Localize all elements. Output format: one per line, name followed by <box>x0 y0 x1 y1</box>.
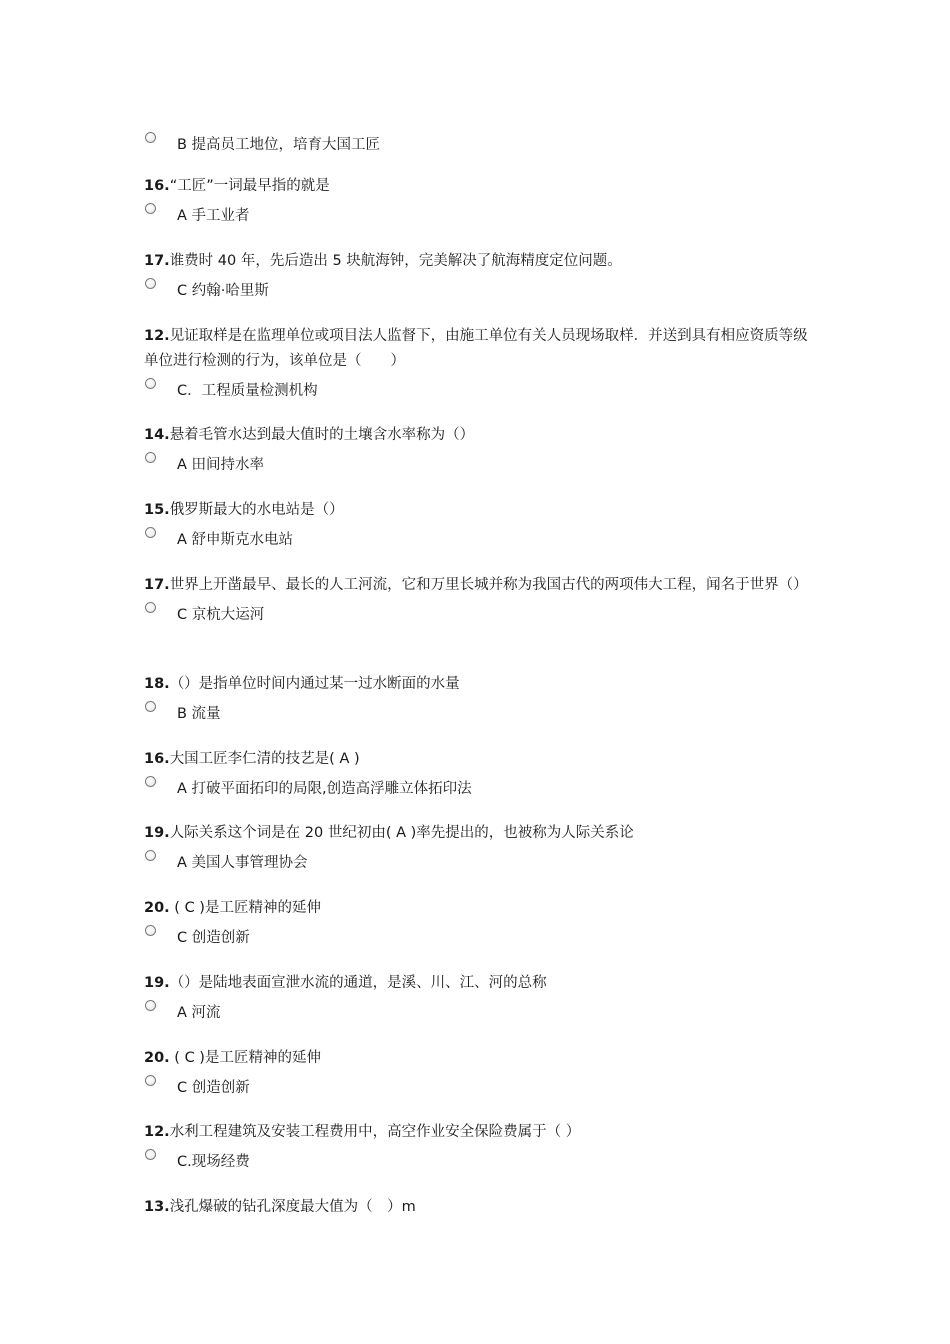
question-stem: 浅孔爆破的钻孔深度最大值为（ ）m <box>169 1199 416 1215</box>
question-text <box>144 896 814 921</box>
question-stem: （）是陆地表面宣泄水流的通道，是溪、川、江、河的总称 <box>169 975 547 991</box>
question-text <box>144 672 814 697</box>
radio-button-icon[interactable] <box>145 132 156 143</box>
question-text <box>144 498 814 523</box>
question-stem: 世界上开凿最早、最长的人工河流，它和万里长城并称为我国古代的两项伟大工程，闻名于世界（） <box>169 577 808 593</box>
question-stem: （）是指单位时间内通过某一过水断面的水量 <box>169 676 460 692</box>
question-stem: 见证取样是在监理单位或项目法人监督下，由施工单位有关人员现场取样．并送到具有相应资质等级单位进行检测的行为，该单位是（ ） <box>144 328 808 369</box>
question-block <box>144 174 814 225</box>
question-text <box>144 249 814 274</box>
radio-button-icon[interactable] <box>145 1000 156 1011</box>
question-stem: “工匠”一词最早指的就是 <box>169 178 330 194</box>
question-stem: 谁费时 40 年，先后造出 5 块航海钟，完美解决了航海精度定位问题。 <box>169 253 622 269</box>
option-text: A 美国人事管理协会 <box>177 855 308 871</box>
question-number: 20. <box>144 1050 170 1066</box>
question-block <box>144 423 814 474</box>
option-text: A 河流 <box>177 1005 221 1021</box>
answer-option[interactable] <box>144 701 814 723</box>
question-stem: ( C )是工匠精神的延伸 <box>169 1050 321 1066</box>
question-block <box>144 573 814 624</box>
question-number: 19. <box>144 825 170 841</box>
radio-button-icon[interactable] <box>145 203 156 214</box>
question-text <box>144 324 814 374</box>
radio-button-icon[interactable] <box>145 527 156 538</box>
radio-button-icon[interactable] <box>145 452 156 463</box>
question-number: 16. <box>144 751 170 767</box>
option-text: C 京杭大运河 <box>177 607 265 623</box>
question-block <box>144 1120 814 1171</box>
question-text <box>144 1046 814 1071</box>
question-block <box>144 747 814 798</box>
question-stem: 俄罗斯最大的水电站是（） <box>169 502 344 518</box>
question-number: 20. <box>144 900 170 916</box>
question-block <box>144 324 814 400</box>
radio-button-icon[interactable] <box>145 1075 156 1086</box>
question-text <box>144 1195 814 1220</box>
option-text: B 提高员工地位，培育大国工匠 <box>177 137 381 153</box>
question-block <box>144 896 814 947</box>
radio-button-icon[interactable] <box>145 1149 156 1160</box>
question-number: 18. <box>144 676 170 692</box>
option-text: C 创造创新 <box>177 1080 250 1096</box>
radio-button-icon[interactable] <box>145 776 156 787</box>
question-number: 16. <box>144 178 170 194</box>
question-stem: 悬着毛管水达到最大值时的土壤含水率称为（） <box>169 427 475 443</box>
option-text: C.现场经费 <box>177 1154 250 1170</box>
answer-option[interactable] <box>144 925 814 947</box>
question-text <box>144 1120 814 1145</box>
answer-option[interactable] <box>144 203 814 225</box>
question-number: 17. <box>144 253 170 269</box>
question-block <box>144 821 814 872</box>
option-text: C．工程质量检测机构 <box>177 383 318 399</box>
question-stem: 水利工程建筑及安装工程费用中，高空作业安全保险费属于（ ） <box>169 1124 581 1140</box>
question-text <box>144 423 814 448</box>
question-block <box>144 249 814 300</box>
question-text <box>144 821 814 846</box>
question-number: 12. <box>144 1124 170 1140</box>
option-text: A 田间持水率 <box>177 457 265 473</box>
answer-option[interactable] <box>144 452 814 474</box>
question-number: 15. <box>144 502 170 518</box>
option-text: C 约翰·哈里斯 <box>177 283 269 299</box>
radio-button-icon[interactable] <box>145 378 156 389</box>
option-text: A 打破平面拓印的局限,创造高浮雕立体拓印法 <box>177 781 472 797</box>
question-text <box>144 971 814 996</box>
answer-option[interactable] <box>144 776 814 798</box>
radio-button-icon[interactable] <box>145 278 156 289</box>
radio-button-icon[interactable] <box>145 701 156 712</box>
question-text <box>144 747 814 772</box>
question-block <box>144 672 814 723</box>
question-block <box>144 1046 814 1097</box>
option-text: A 舒申斯克水电站 <box>177 532 294 548</box>
option-text: B 流量 <box>177 706 221 722</box>
question-number: 12. <box>144 328 170 344</box>
question-stem: 人际关系这个词是在 20 世纪初由( A )率先提出的，也被称为人际关系论 <box>169 825 634 841</box>
answer-option[interactable] <box>144 850 814 872</box>
radio-button-icon[interactable] <box>145 925 156 936</box>
question-text <box>144 573 814 598</box>
question-block <box>144 128 814 154</box>
question-block <box>144 971 814 1022</box>
option-text: A 手工业者 <box>177 208 250 224</box>
radio-button-icon[interactable] <box>145 850 156 861</box>
question-block <box>144 498 814 549</box>
answer-option[interactable] <box>144 378 814 400</box>
answer-option[interactable] <box>144 602 814 624</box>
answer-option[interactable] <box>144 132 814 154</box>
question-stem: 大国工匠李仁清的技艺是( A ) <box>169 751 360 767</box>
answer-option[interactable] <box>144 1149 814 1171</box>
question-number: 14. <box>144 427 170 443</box>
question-block <box>144 1195 814 1220</box>
question-number: 19. <box>144 975 170 991</box>
option-text: C 创造创新 <box>177 930 250 946</box>
question-number: 17. <box>144 577 170 593</box>
answer-option[interactable] <box>144 1075 814 1097</box>
answer-option[interactable] <box>144 278 814 300</box>
answer-option[interactable] <box>144 1000 814 1022</box>
question-number: 13. <box>144 1199 170 1215</box>
question-text <box>144 174 814 199</box>
answer-option[interactable] <box>144 527 814 549</box>
question-stem: ( C )是工匠精神的延伸 <box>169 900 321 916</box>
radio-button-icon[interactable] <box>145 602 156 613</box>
